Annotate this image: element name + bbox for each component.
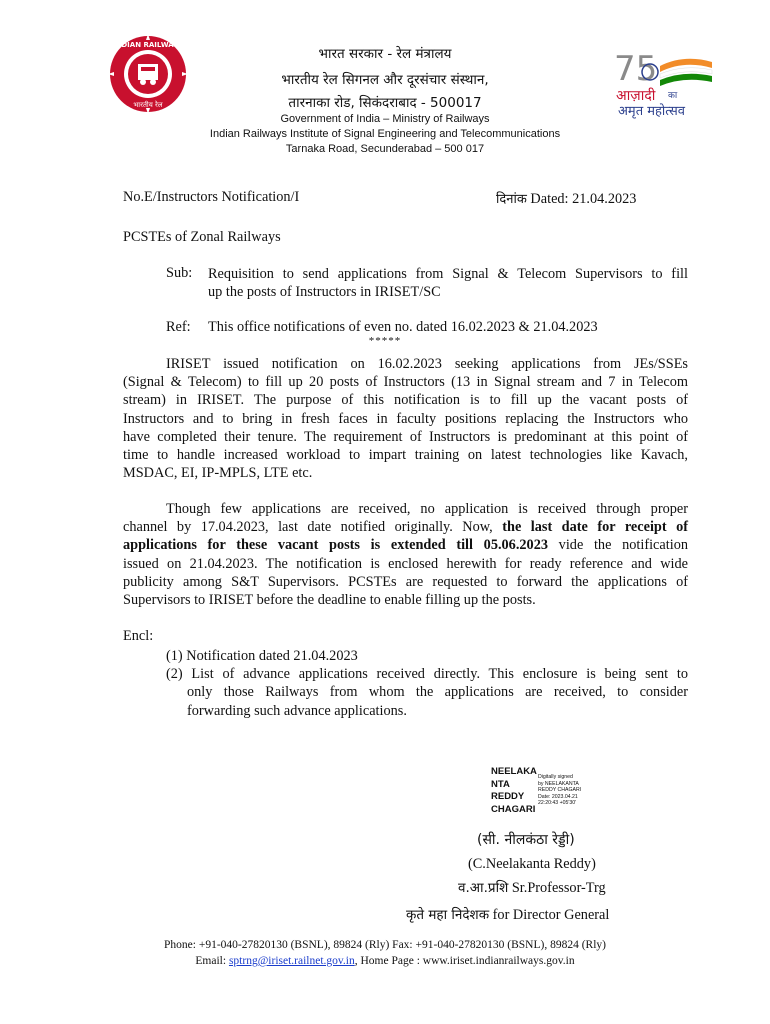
paragraph-1 [123,355,688,482]
enclosure-item-1: (1) Notification dated 21.04.2023 [166,648,358,664]
signature-name-line-3: REDDY [491,791,525,802]
footer-homepage: , Home Page : www.iriset.indianrailways.gov.in [354,955,575,967]
header-english-line-2: Indian Railways Institute of Signal Engineering and Telecommunications [209,128,561,140]
para2-line-2 [123,518,688,536]
signature-name [491,766,537,816]
footer-contact [0,955,770,967]
signature-detail-4: Date: 2023.04.21 [538,793,578,800]
ref-text: This office notifications of even no. dated 16.02.2023 & 21.04.2023 [208,319,598,335]
subject-line-1: Requisition to send applications from Signal & Telecom Supervisors to fill [208,266,688,282]
signature-detail-1: Digitally signed [538,774,573,780]
signatory-designation [458,878,606,897]
header-english-line-3: Tarnaka Road, Secunderabad – 500 017 [285,143,485,155]
para1-line-2: (Signal & Telecom) to fill up 20 posts of Instructors (13 in Signal stream and 7 in Telecom [123,374,688,391]
signatory-name-english: (C.Neelakanta Reddy) [468,856,596,872]
para2-line-3b: vide the notification [548,537,688,554]
signature-name-line-4: CHAGARI [491,803,536,815]
para2-line-2a: channel by 17.04.2023, last date notified originally. Now, [123,519,503,536]
para2-line-6: Supervisors to IRISET before the deadline to enable filling up the posts. [123,592,536,609]
signature-name-line-1: NEELAKA [491,766,537,777]
logo-75-number: 75 [614,49,658,89]
logo-ka-text: का [668,91,678,101]
signature-detail-5: 22:20:43 +05'30' [538,800,577,806]
enclosure-list [166,647,688,720]
para1-line-6: time to handle increased workload to impart training on latest technologies like Kavach, [123,447,688,464]
para2-line-5: publicity among S&T Supervisors. PCSTEs are requested to forward the applications of [123,573,688,590]
designation-english: Sr.Professor-Trg [511,880,606,896]
signature-details [538,774,581,807]
para1-line-4: Instructors and to bring in fresh faces in faculty positions replacing the Instructors who [123,410,688,427]
subject-label: Sub: [166,265,193,281]
for-hindi: कृते महा निदेशक [406,907,490,923]
date-hindi-label: दिनांक [496,192,527,207]
para1-line-1: IRISET issued notification on 16.02.2023 seeking applications from JEs/SSEs [166,356,688,372]
footer-email-label: Email: [195,955,229,967]
para1-line-3: stream) in IRISET. The purpose of this notification is to fill up the vacant posts of [123,392,688,409]
addressee: PCSTEs of Zonal Railways [123,229,281,245]
footer-email-link[interactable]: sptrng@iriset.railnet.gov.in [228,955,355,967]
designation-hindi: व.आ.प्रशि [458,880,509,896]
para2-line-1: Though few applications are received, no application is received through proper [166,501,688,517]
for-english: for Director General [492,907,610,923]
para1-line-7: MSDAC, EI, IP-MPLS, LTE etc. [123,465,313,482]
digital-signature [491,766,591,822]
para1-line-5: have completed their tenure. The requirement of Instructors is predominant at this point of [123,428,688,445]
reference-number: No.E/Instructors Notification/I [123,189,300,205]
subject-line-2: up the posts of Instructors in IRISET/SC [208,284,441,301]
header-hindi-line-2: भारतीय रेल सिगनल और दूरसंचार संस्थान, [281,72,489,88]
header-english-line-1: Government of India – Ministry of Railways [280,113,490,125]
para2-line-2b-bold: the last date for receipt of [502,519,689,536]
footer-phone: Phone: +91-040-27820130 (BSNL), 89824 (Rly) Fax: +91-040-27820130 (BSNL), 89824 (Rly) [164,939,606,951]
logo-amrit-text: अमृत महोत्सव [618,104,686,119]
para2-line-4: issued on 21.04.2023. The notification is enclosed herewith for ready reference and wide [123,555,688,572]
subject-text [208,265,688,301]
enclosure-item-2-line-3: forwarding such advance applications. [187,702,407,719]
para2-line-3 [123,536,688,554]
header-hindi-line-3: तारनाका रोड, सिकंदराबाद - 500017 [288,95,482,111]
para2-line-3a-bold: applications for these vacant posts is extended till 05.06.2023 [123,537,549,554]
date-value: Dated: 21.04.2023 [530,191,637,207]
signatory-for [406,905,609,924]
enclosure-item-2-line-1: (2) List of advance applications received directly. This enclosure is being sent to [166,666,688,683]
ref-label: Ref: [166,319,191,335]
enclosure-label: Encl: [123,628,154,644]
paragraph-2 [123,500,688,609]
separator: ***** [368,335,402,347]
header-hindi-line-1: भारत सरकार - रेल मंत्रालय [318,46,452,62]
signature-detail-3: REDDY CHAGARI [538,787,582,793]
logo-text: INDIAN RAILWAYS [112,41,184,49]
reference-date [496,189,636,208]
enclosure-item-2-line-2: only those Railways from whom the applications are received, to consider [187,684,688,701]
logo-hindi-text: भारतीय रेल [133,101,163,109]
signatory-name-hindi: (सी. नीलकंठा रेड्डी) [477,832,575,848]
signature-name-line-2: NTA [491,778,510,790]
signature-detail-2: by NEELAKANTA [538,780,579,787]
logo-azadi-text: आज़ादी [616,88,656,104]
